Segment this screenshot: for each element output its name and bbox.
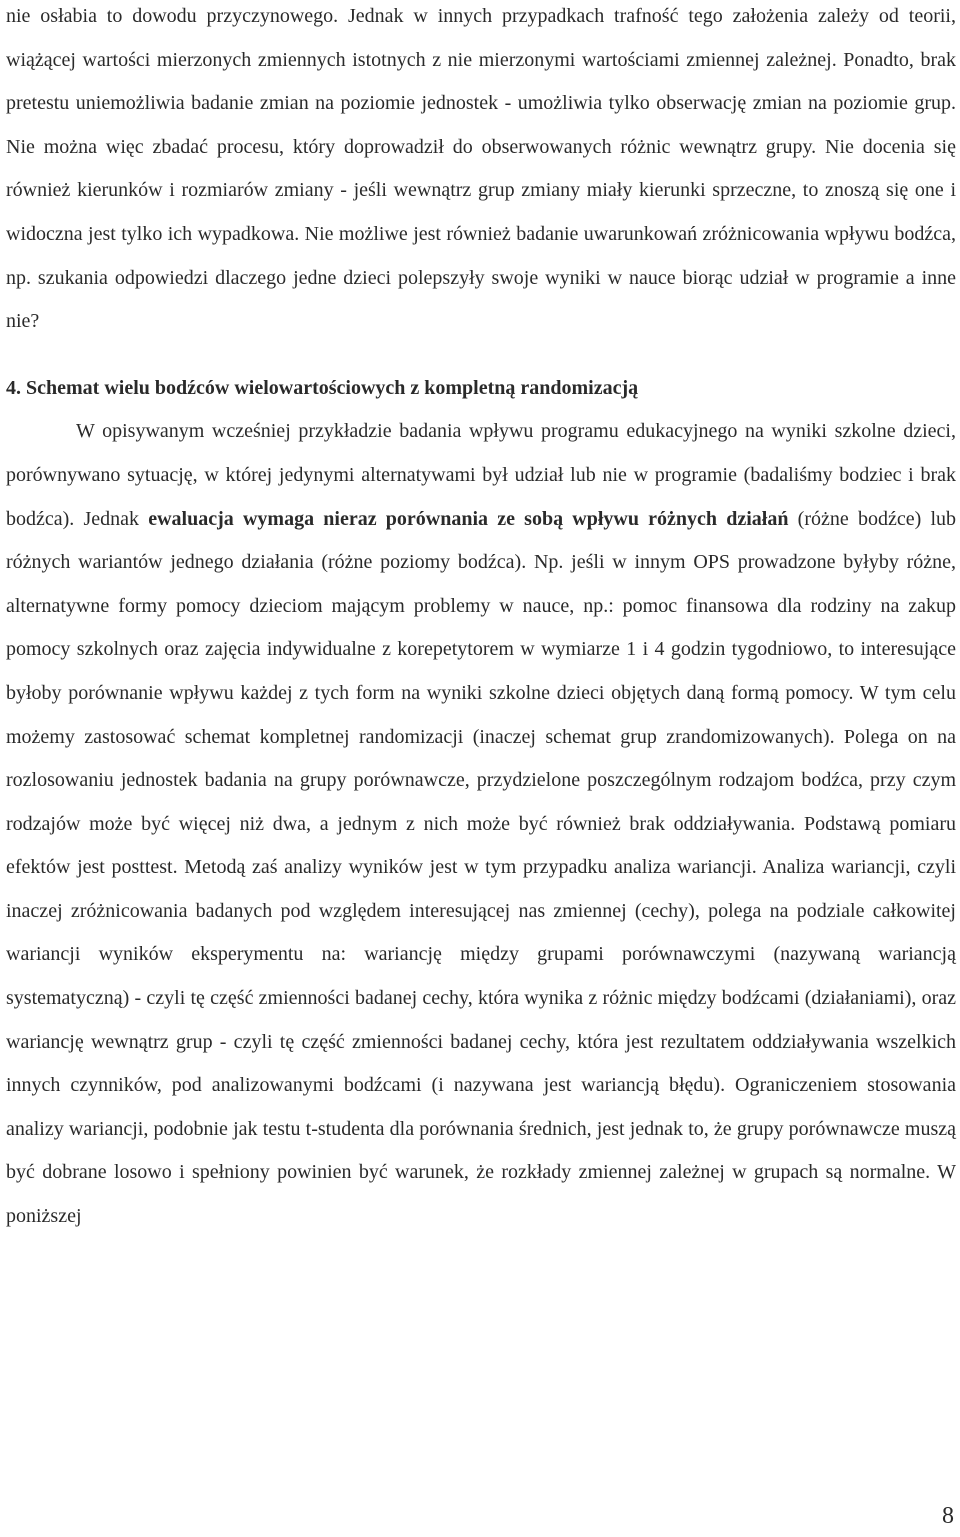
document-page — [6, 0, 956, 1239]
section-heading: 4. Schemat wielu bodźców wielowartościowych z kompletną randomizacją — [6, 376, 639, 399]
paragraph-text: (różne bodźce) lub różnych wariantów jednego działania (różne poziomy bodźca). Np. jeśli w innym OPS prowadzone byłyby różne, alternatywne formy pomocy dzieciom mającym problemy w nauce, np.: pomoc finansowa dla rodziny na zakup pomocy szkolnych oraz zajęcia indywidualne z korepetytorem w wymiarze 1 i 4 godzin tygodniowo, to interesujące byłoby porównanie wpływu każdej z tych form na wyniki szkolne dzieci objętych daną formą pomocy. W tym celu możemy zastosować schemat kompletnej randomizacji (inaczej schemat grup zrandomizowanych). Polega on na rozlosowaniu jednostek badania na grupy porównawcze, przydzielone poszczególnym rodzajom bodźca, przy czym rodzajów może być więcej niż dwa, a jednym z nich może być również brak oddziaływania. Podstawą pomiaru efektów jest posttest. Metodą zaś analizy wyników jest w tym przypadku analiza wariancji. Analiza wariancji, czyli inaczej zróżnicowania badanych pod względem interesującej nas zmiennej (cechy), polega na podziale całkowitej wariancji wyników eksperymentu na: wariancję między grupami porównawczymi (nazywaną wariancją systematyczną) - czyli tę część zmienności badanej cechy, która wynika z różnic między bodźcami (działaniami), oraz wariancję wewnątrz grup - czyli tę część zmienności badanej cechy, która jest rezultatem oddziaływania wszelkich innych czynników, pod analizowanymi bodźcami (i nazywana jest wariancją błędu). Ograniczeniem stosowania analizy wariancji, podobnie jak testu t-studenta dla porównania średnich, jest jednak to, że grupy porównawcze muszą być dobrane losowo i spełniony powinien być warunek, że rozkłady zmiennej zależnej w grupach są normalne. W poniższej — [6, 507, 957, 1228]
bold-emphasis: ewaluacja wymaga nieraz porównania ze sobą wpływu różnych działań — [148, 507, 789, 530]
body-paragraph: nie osłabia to dowodu przyczynowego. Jednak w innych przypadkach trafność tego założenia zależy od teorii, wiążącej wartości mierzonych zmiennych istotnych z nie mierzonymi wartościami zmiennej zależnej. Ponadto, brak pretestu uniemożliwia badanie zmian na poziomie jednostek - umożliwia tylko obserwację zmian na poziomie grup. Nie można więc zbadać procesu, który doprowadził do obserwowanych różnic wewnątrz grupy. Nie docenia się również kierunków i rozmiarów zmiany - jeśli wewnątrz grup zmiany miały kierunki sprzeczne, to znoszą się one i widoczna jest tylko ich wypadkowa. Nie możliwe jest również badanie uwarunkowań zróżnicowania wpływu bodźca, np. szukania odpowiedzi dlaczego jedne dzieci polepszyły swoje wyniki w nauce biorąc udział w programie a inne nie? — [6, 5, 956, 333]
body-paragraph — [6, 410, 956, 1238]
page-number: 8 — [942, 1503, 954, 1529]
paragraph-text: W opisywanym wcześniej przykładzie badania wpływu programu edukacyjnego na wyniki szkolne dzieci, porównywano sytuację, w której jedynymi alternatywami był udział lub nie w programie (badaliśmy bodziec i brak bodźca). Jednak — [6, 420, 956, 530]
